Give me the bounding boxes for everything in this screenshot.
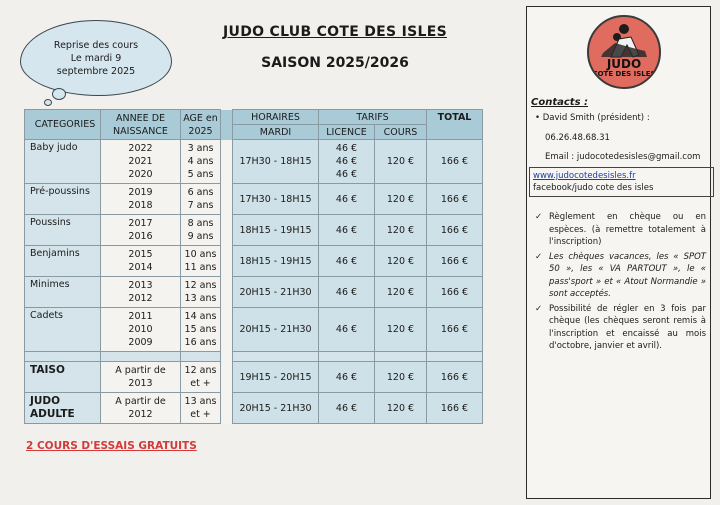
table-row [25,246,483,277]
checkmark-icon: ✓ [535,251,543,262]
header-age: AGE en 2025 [181,110,221,140]
licence-cell: 46 € [319,393,375,424]
age-cell: 3 ans 4 ans 5 ans [181,140,221,184]
header-total: TOTAL [427,110,483,140]
schedule-cell: 20H15 - 21H30 [233,308,319,352]
club-title: JUDO CLUB COTE DES ISLES [223,24,447,40]
contact-phone: 06.26.48.68.31 [545,133,610,143]
contacts-title: Contacts : [531,97,588,108]
licence-cell: 46 € [319,246,375,277]
table-row [25,140,483,184]
category-cell: Minimes [25,277,101,308]
age-cell: 13 ans et + [181,393,221,424]
cours-cell: 120 € [375,308,427,352]
schedule-cell: 19H15 - 20H15 [233,362,319,393]
birth-year-cell: 2015 2014 [101,246,181,277]
total-cell: 166 € [427,277,483,308]
cours-cell: 120 € [375,215,427,246]
reprise-line-1: Reprise des cours [53,39,139,51]
category-cell: Poussins [25,215,101,246]
contact-person: • David Smith (président) : [535,113,650,123]
column-gap [221,215,233,246]
schedule-cell: 17H30 - 18H15 [233,184,319,215]
schedule-cell: 18H15 - 19H15 [233,246,319,277]
category-cell: Baby judo [25,140,101,184]
column-gap [221,140,233,184]
birth-year-cell: A partir de 2013 [101,362,181,393]
age-cell: 6 ans 7 ans [181,184,221,215]
header-cours: COURS [375,125,427,140]
schedule-cell: 20H15 - 21H30 [233,393,319,424]
table-row [25,393,483,424]
column-gap [221,246,233,277]
licence-cell: 46 € [319,308,375,352]
category-cell: Pré-poussins [25,184,101,215]
category-cell: JUDO ADULTE [25,393,101,424]
links-box [529,167,714,197]
total-cell: 166 € [427,362,483,393]
licence-cell: 46 € 46 € 46 € [319,140,375,184]
birth-year-cell: 2022 2021 2020 [101,140,181,184]
contact-email[interactable]: Email : judocotedesisles@gmail.com [545,152,701,162]
note-item: ✓ Les chèques vacances, les « SPOT 50 », les « VA PARTOUT », le « pass'sport » et « Atout Normandie » sont acceptés. [535,251,706,299]
schedule-cell: 18H15 - 19H15 [233,215,319,246]
website-link[interactable]: www.judocotedesisles.fr [533,171,636,181]
column-gap [221,362,233,393]
birth-year-cell: 2011 2010 2009 [101,308,181,352]
licence-cell: 46 € [319,215,375,246]
cloud-bubble-small [44,99,52,106]
schedule-table [24,109,483,424]
category-cell: Benjamins [25,246,101,277]
licence-cell: 46 € [319,362,375,393]
total-cell: 166 € [427,184,483,215]
checkmark-icon: ✓ [535,212,543,222]
header-gap [221,110,233,140]
table-row [25,277,483,308]
cours-cell: 120 € [375,140,427,184]
reprise-line-2: Le mardi 9 [70,52,122,64]
birth-year-cell: 2017 2016 [101,215,181,246]
header-annee: ANNEE DE NAISSANCE [101,110,181,140]
total-cell: 166 € [427,215,483,246]
cours-cell: 120 € [375,246,427,277]
free-trial-notice: 2 COURS D'ESSAIS GRATUITS [26,440,197,452]
cours-cell: 120 € [375,393,427,424]
note-item: ✓ Possibilité de régler en 3 fois par chèque (les chèques seront remis à l'inscription et encaissé au mois d'octobre, janvier et avril). [535,303,706,351]
licence-cell: 46 € [319,277,375,308]
age-cell: 14 ans 15 ans 16 ans [181,308,221,352]
total-cell: 166 € [427,393,483,424]
age-cell: 8 ans 9 ans [181,215,221,246]
reprise-line-3: septembre 2025 [56,65,136,77]
header-mardi: MARDI [233,125,319,140]
logo-text: JUDO COTE DES ISLES [592,57,656,78]
header-licence: LICENCE [319,125,375,140]
header-tarifs: TARIFS [319,110,427,125]
age-cell: 12 ans 13 ans [181,277,221,308]
schedule-cell: 17H30 - 18H15 [233,140,319,184]
header-horaires: HORAIRES [233,110,319,125]
cours-cell: 120 € [375,184,427,215]
cours-cell: 120 € [375,277,427,308]
table-spacer [25,352,483,362]
total-cell: 166 € [427,246,483,277]
birth-year-cell: 2019 2018 [101,184,181,215]
column-gap [221,393,233,424]
payment-notes [531,211,706,355]
table-row [25,362,483,393]
category-cell: TAISO [25,362,101,393]
contact-panel [526,6,711,499]
column-gap [221,308,233,352]
club-logo [587,15,661,89]
birth-year-cell: 2013 2012 [101,277,181,308]
birth-year-cell: A partir de 2012 [101,393,181,424]
facebook-link[interactable]: facebook/judo cote des isles [533,183,654,193]
table-row [25,215,483,246]
age-cell: 12 ans et + [181,362,221,393]
age-cell: 10 ans 11 ans [181,246,221,277]
licence-cell: 46 € [319,184,375,215]
table-row [25,184,483,215]
total-cell: 166 € [427,308,483,352]
note-item: ✓ Règlement en chèque ou en espèces. (à remettre totalement à l'inscription) [535,212,706,247]
checkmark-icon: ✓ [535,303,543,314]
season-title: SAISON 2025/2026 [261,55,409,71]
table-row [25,308,483,352]
total-cell: 166 € [427,140,483,184]
column-gap [221,277,233,308]
cours-cell: 120 € [375,362,427,393]
column-gap [221,184,233,215]
schedule-cell: 20H15 - 21H30 [233,277,319,308]
reprise-cloud [20,20,172,96]
category-cell: Cadets [25,308,101,352]
cloud-bubble [52,88,66,100]
header-categories: CATEGORIES [25,110,101,140]
